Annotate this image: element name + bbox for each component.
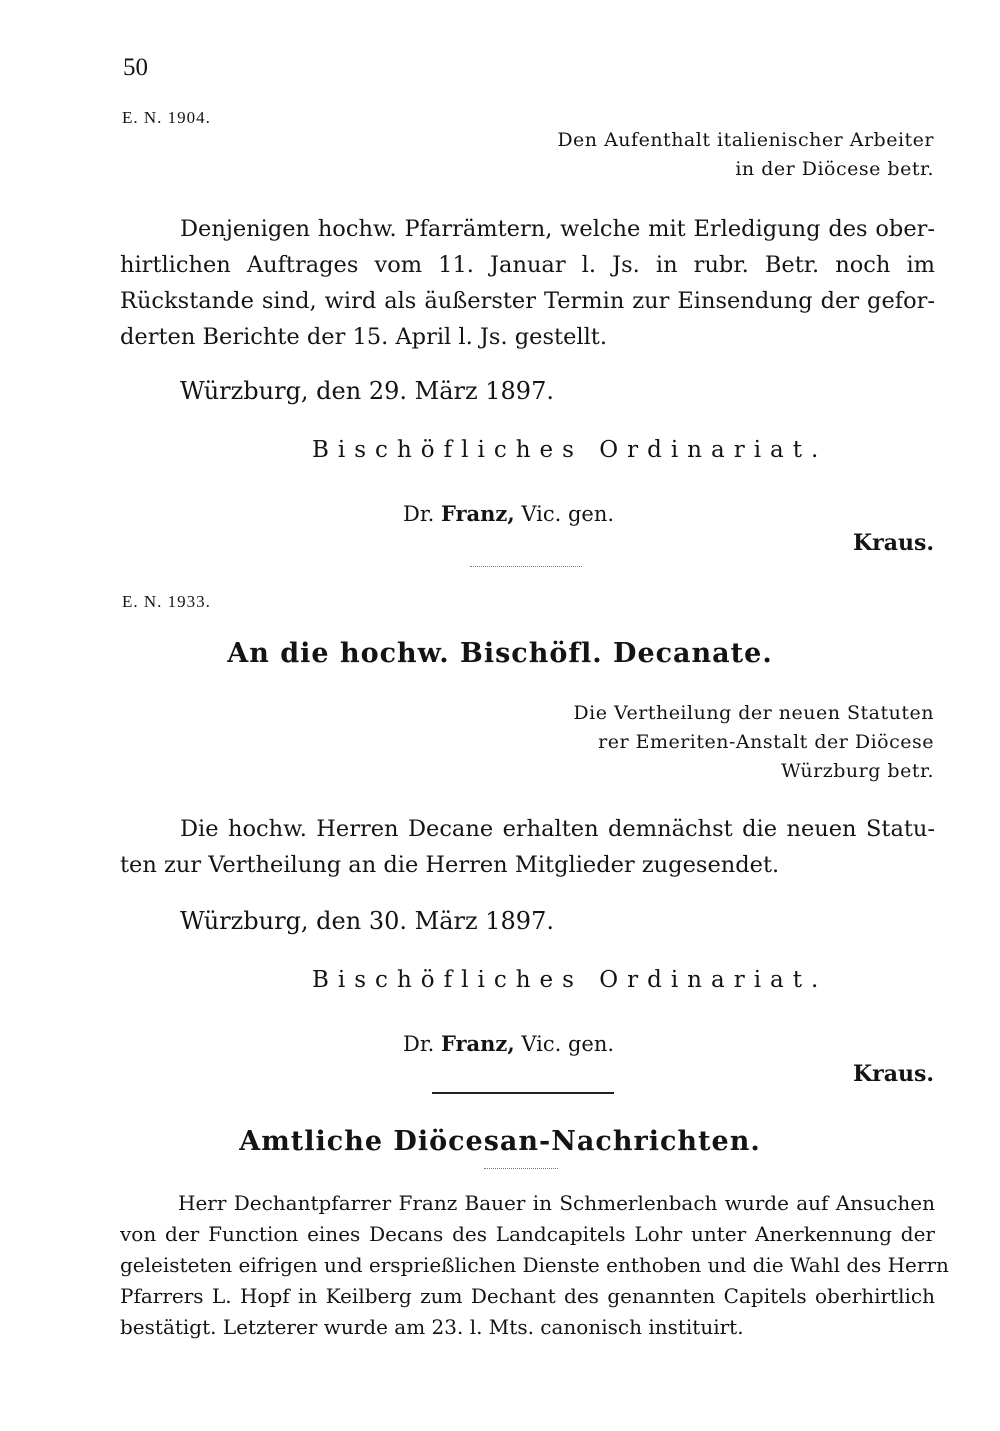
subject-line: Den Aufenthalt italienischer Arbeiter bbox=[557, 129, 934, 151]
news-line: von der Function eines Decans des Landcapitels Lohr unter Anerkennung der bbox=[120, 1222, 935, 1246]
subject-line: rer Emeriten-Anstalt der Diöcese bbox=[598, 731, 934, 753]
body-line: Denjenigen hochw. Pfarrämtern, welche mit Erledigung des ober- bbox=[180, 216, 935, 242]
body-paragraph-2 bbox=[120, 811, 935, 883]
subject-line: in der Diöcese betr. bbox=[735, 158, 934, 180]
news-line: Pfarrers L. Hopf in Keilberg zum Dechant des genannten Capitels oberhirtlich bbox=[120, 1284, 935, 1308]
signer-title: Vic. gen. bbox=[521, 1032, 615, 1056]
countersign-1: Kraus. bbox=[852, 530, 934, 556]
section-heading: An die hochw. Bischöfl. Decanate. bbox=[227, 638, 773, 669]
signer-2 bbox=[403, 1031, 614, 1056]
issuer-2: Bischöfliches Ordinariat. bbox=[312, 967, 828, 993]
signer-prefix: Dr. bbox=[403, 502, 435, 526]
heading-ornament bbox=[484, 1168, 558, 1169]
news-line: geleisteten eifrigen und ersprießlichen Dienste enthoben und die Wahl des Herrn bbox=[120, 1253, 949, 1277]
subject-line: Die Vertheilung der neuen Statuten bbox=[573, 702, 934, 724]
dateline-2: Würzburg, den 30. März 1897. bbox=[180, 907, 554, 935]
signer-prefix: Dr. bbox=[403, 1032, 435, 1056]
subject-line: Würzburg betr. bbox=[781, 760, 934, 782]
signer-1 bbox=[403, 501, 614, 526]
reference-number-1933: E. N. 1933. bbox=[122, 592, 211, 611]
body-line: Die hochw. Herren Decane erhalten demnächst die neuen Statu- bbox=[180, 816, 935, 842]
section-rule bbox=[432, 1092, 614, 1094]
news-line: Herr Dechantpfarrer Franz Bauer in Schmerlenbach wurde auf Ansuchen bbox=[178, 1191, 935, 1215]
body-line: derten Berichte der 15. April l. Js. gestellt. bbox=[120, 324, 607, 350]
signer-name: Franz, bbox=[440, 501, 515, 526]
news-heading: Amtliche Diöcesan-Nachrichten. bbox=[239, 1126, 761, 1157]
body-line: Rückstande sind, wird als äußerster Termin zur Einsendung der gefor- bbox=[120, 288, 935, 314]
body-paragraph-1 bbox=[120, 211, 935, 355]
dateline-1: Würzburg, den 29. März 1897. bbox=[180, 377, 554, 405]
news-line: bestätigt. Letzterer wurde am 23. l. Mts. canonisch instituirt. bbox=[120, 1315, 744, 1339]
subject-note-2 bbox=[573, 699, 934, 786]
news-paragraph bbox=[120, 1188, 949, 1343]
signer-name: Franz, bbox=[440, 1031, 515, 1056]
signer-title: Vic. gen. bbox=[521, 502, 615, 526]
section-divider bbox=[470, 566, 582, 567]
issuer-1: Bischöfliches Ordinariat. bbox=[312, 437, 828, 463]
reference-number-1904: E. N. 1904. bbox=[122, 108, 211, 127]
page-number: 50 bbox=[123, 54, 148, 81]
body-line: ten zur Vertheilung an die Herren Mitglieder zugesendet. bbox=[120, 852, 780, 878]
subject-note-1 bbox=[557, 126, 934, 184]
body-line: hirtlichen Auftrages vom 11. Januar l. Js. in rubr. Betr. noch im bbox=[120, 252, 935, 278]
countersign-2: Kraus. bbox=[852, 1061, 934, 1087]
